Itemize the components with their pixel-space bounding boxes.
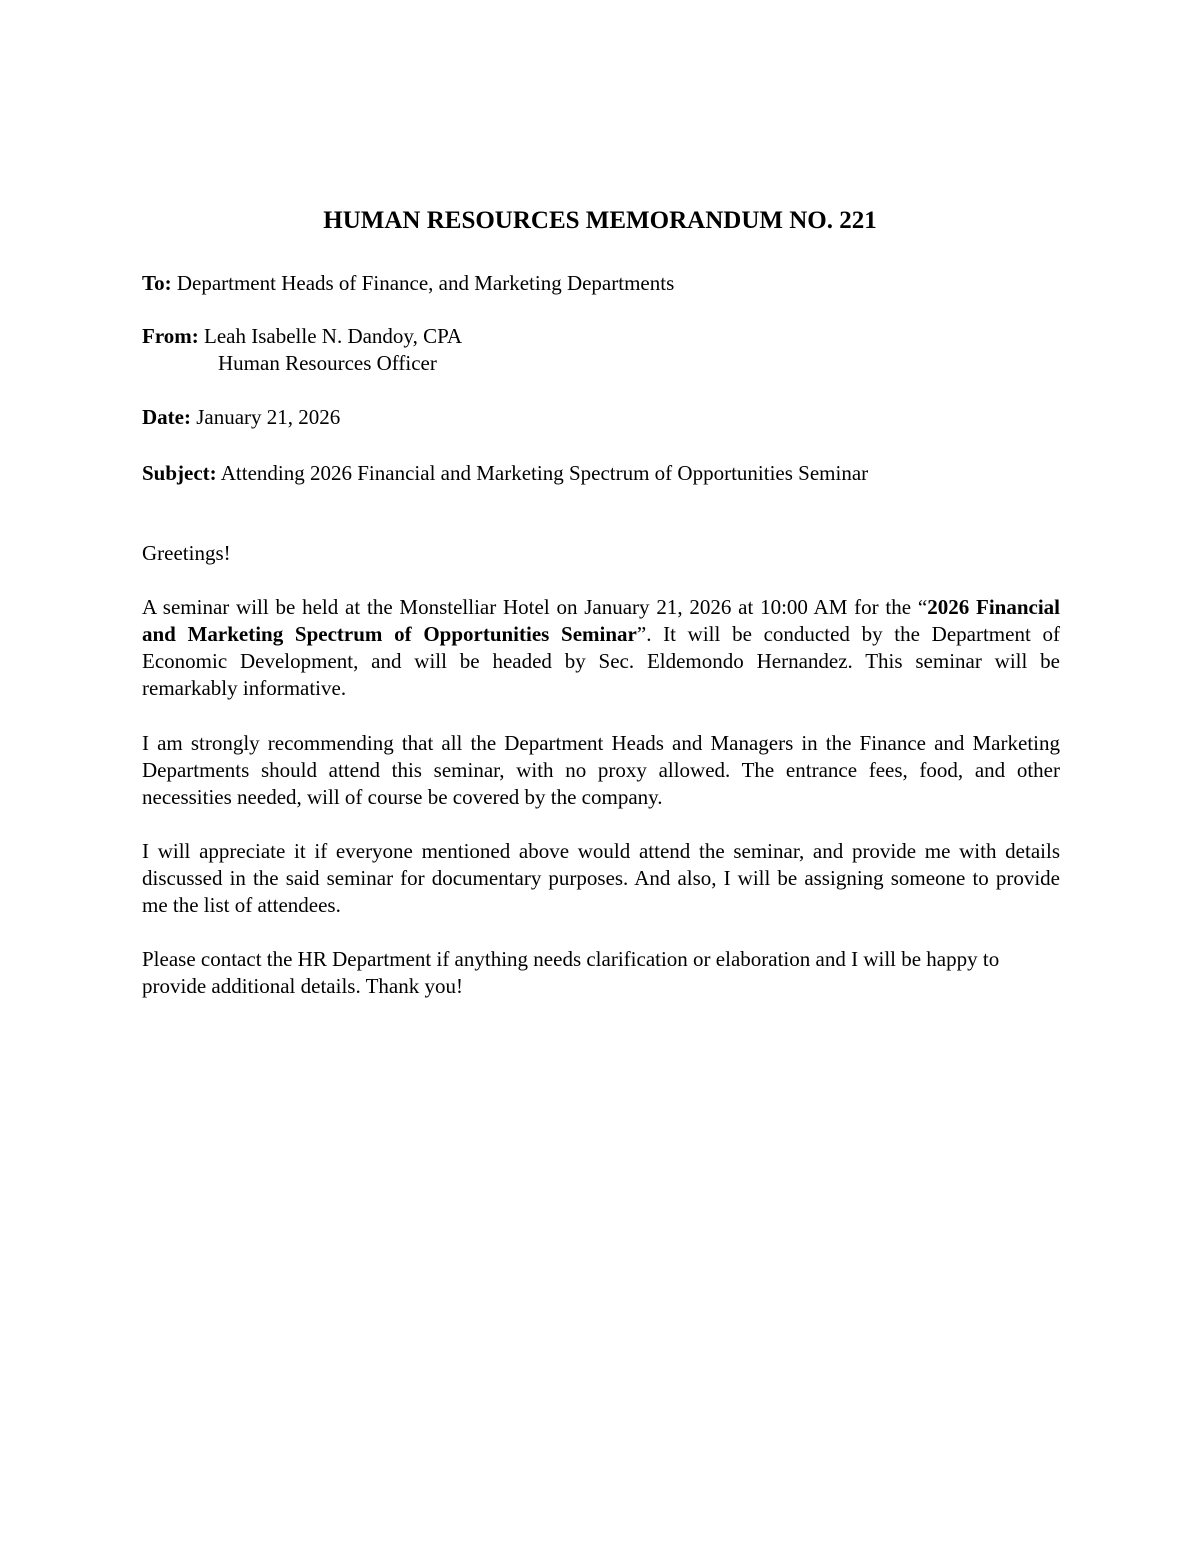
paragraph-attendance-request: I will appreciate it if everyone mentioned above would attend the seminar, and provide me with details discussed in the said seminar for documentary purposes. And also, I will be assigning someone to provide me the list of attendees. (142, 839, 1060, 917)
paragraph-1-text-end: ”. It will be conducted by the Department of Economic Development, and will be headed by Sec. Eldemondo Hernandez. This seminar will be remarkably informative. (142, 622, 1060, 700)
from-label: From: (142, 324, 199, 348)
greeting: Greetings! (142, 541, 231, 565)
memo-title: HUMAN RESOURCES MEMORANDUM NO. 221 (323, 207, 877, 234)
paragraph-recommendation: I am strongly recommending that all the Department Heads and Managers in the Finance and Marketing Departments should attend this seminar, with no proxy allowed. The entrance fees, food, and other necessities needed, will of course be covered by the company. (142, 731, 1060, 809)
memo-to-line (142, 270, 1062, 297)
to-label: To: (142, 271, 172, 295)
memo-from-line (142, 323, 1062, 350)
to-value: Department Heads of Finance, and Marketing Departments (171, 271, 675, 295)
paragraph-1-text-start: A seminar will be held at the Monstelliar Hotel on January 21, 2026 at 10:00 AM for the “ (142, 595, 928, 619)
subject-value: Attending 2026 Financial and Marketing Spectrum of Opportunities Seminar (216, 461, 869, 485)
seminar-name: 2026 Financial and Marketing Spectrum of Opportunities Seminar (142, 595, 1060, 646)
memo-subject-line (142, 460, 1062, 487)
date-value: January 21, 2026 (190, 405, 341, 429)
memo-date-line (142, 404, 1062, 431)
subject-label: Subject: (142, 461, 217, 485)
paragraph-contact: Please contact the HR Department if anything needs clarification or elaboration and I will be happy to provide additional details. Thank you! (142, 947, 1000, 998)
paragraph-seminar-announcement (142, 594, 1060, 702)
date-label: Date: (142, 405, 191, 429)
from-value: Leah Isabelle N. Dandoy, CPA (198, 324, 462, 348)
from-position: Human Resources Officer (218, 351, 437, 375)
